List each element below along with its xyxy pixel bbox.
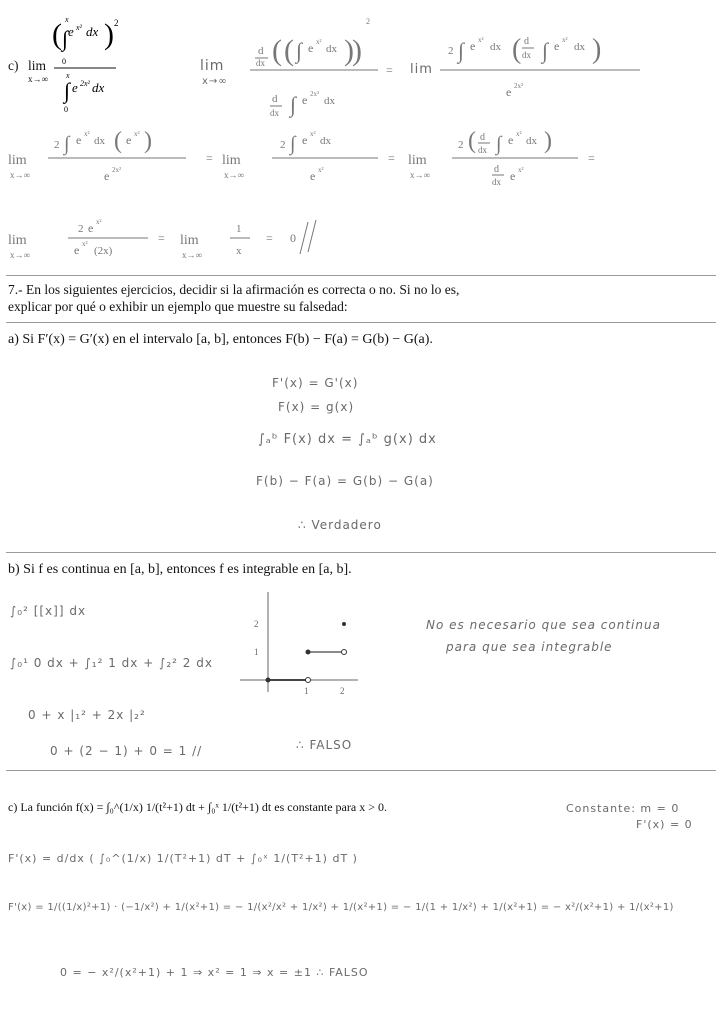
svg-text:2: 2 bbox=[280, 139, 286, 151]
printed-limit-expression bbox=[28, 8, 128, 116]
svg-text:x²: x² bbox=[516, 130, 522, 138]
svg-text:dx: dx bbox=[92, 80, 105, 95]
svg-text:e: e bbox=[76, 133, 82, 147]
svg-text:x→∞: x→∞ bbox=[10, 250, 30, 260]
svg-text:∫: ∫ bbox=[290, 133, 296, 155]
hand-lim-2: lim bbox=[410, 62, 433, 77]
svg-text:x²: x² bbox=[134, 130, 140, 138]
svg-text:∫: ∫ bbox=[290, 92, 297, 117]
svg-text:e: e bbox=[88, 221, 94, 235]
part-a-line-3: ∫ₐᵇ F(x) dx = ∫ₐᵇ g(x) dx bbox=[258, 432, 437, 447]
svg-text:0: 0 bbox=[62, 57, 66, 66]
graph-x-tick-1: 1 bbox=[304, 686, 309, 696]
svg-text:): ) bbox=[544, 128, 552, 154]
part-c-side-note-2: F'(x) = 0 bbox=[636, 818, 693, 831]
graph-x-tick-2: 2 bbox=[340, 686, 345, 696]
lim-subscript: x→∞ bbox=[28, 74, 48, 84]
printed-fraction-drawing bbox=[28, 8, 128, 116]
part-a-line-2: F(x) = g(x) bbox=[278, 400, 355, 414]
svg-text:=: = bbox=[206, 151, 213, 165]
svg-text:2: 2 bbox=[366, 17, 370, 26]
part-c-line-1: F'(x) = d/dx ( ∫₀^(1/x) 1/(T²+1) dT + ∫₀ˣ 1/(T²+1) dT ) bbox=[8, 852, 358, 865]
svg-text:e: e bbox=[68, 24, 74, 39]
svg-text:∫: ∫ bbox=[64, 78, 71, 103]
svg-text:e: e bbox=[72, 80, 78, 95]
svg-text:x²: x² bbox=[84, 130, 90, 138]
section-divider bbox=[6, 322, 716, 323]
part-a-statement: a) Si F′(x) = G′(x) en el intervalo [a, b], entonces F(b) − F(a) = G(b) − G(a). bbox=[8, 332, 433, 347]
svg-text:x→∞: x→∞ bbox=[10, 170, 30, 180]
svg-text:dx: dx bbox=[490, 41, 501, 53]
graph-open-1 bbox=[342, 650, 347, 655]
exercise7-intro-line2: explicar por qué o exhibir un ejemplo que muestre su falsedad: bbox=[8, 299, 348, 314]
svg-text:∫: ∫ bbox=[296, 38, 303, 63]
svg-text:dx: dx bbox=[270, 108, 279, 118]
svg-text:dx: dx bbox=[492, 177, 501, 187]
hand-lim: lim bbox=[200, 58, 225, 74]
svg-text:e: e bbox=[554, 39, 560, 53]
svg-text:dx: dx bbox=[326, 43, 337, 55]
part-c-side-note-1: Constante: m = 0 bbox=[566, 802, 680, 815]
graph-point-1 bbox=[306, 650, 311, 655]
exercise7-intro-line1: 7.- En los siguientes ejercicios, decidir si la afirmación es correcta o no. Si no lo es, bbox=[8, 282, 460, 297]
svg-text:∫: ∫ bbox=[496, 133, 502, 155]
svg-text:e: e bbox=[470, 39, 476, 53]
graph-open-0 bbox=[306, 678, 311, 683]
part-c-const-statement: c) La función f(x) = ∫₀^(1/x) 1/(t²+1) dt + ∫₀ˣ 1/(t²+1) dt es constante para x > 0. bbox=[8, 800, 387, 814]
svg-text:x²: x² bbox=[310, 130, 316, 138]
svg-text:): ) bbox=[592, 34, 602, 65]
lim-word: lim bbox=[28, 58, 47, 73]
svg-text:dx: dx bbox=[526, 135, 537, 147]
svg-text:dx: dx bbox=[478, 145, 487, 155]
svg-text:dx: dx bbox=[320, 135, 331, 147]
svg-text:dx: dx bbox=[94, 135, 105, 147]
svg-text:e: e bbox=[508, 133, 514, 147]
svg-text:): ) bbox=[344, 34, 354, 67]
svg-text:x: x bbox=[65, 15, 69, 24]
item-label-c: c) bbox=[8, 58, 19, 73]
svg-text:0: 0 bbox=[290, 231, 296, 245]
svg-text:d: d bbox=[258, 45, 264, 57]
part-b-statement: b) Si f es continua en [a, b], entonces f es integrable en [a, b]. bbox=[8, 562, 352, 577]
svg-text:x²: x² bbox=[82, 240, 88, 248]
svg-text:2: 2 bbox=[54, 139, 60, 151]
svg-text:lim: lim bbox=[222, 153, 241, 168]
svg-text:x→∞: x→∞ bbox=[182, 250, 202, 260]
part-b-line-3: 0 + x |₁² + 2x |₂² bbox=[28, 708, 146, 722]
svg-text:2: 2 bbox=[448, 45, 454, 57]
svg-text:e: e bbox=[308, 41, 314, 55]
section-divider bbox=[6, 770, 716, 771]
svg-text:x: x bbox=[236, 245, 242, 257]
svg-text:x²: x² bbox=[96, 218, 102, 226]
svg-text:e: e bbox=[506, 85, 512, 99]
graph-y-tick-1: 1 bbox=[254, 647, 259, 657]
svg-text:=: = bbox=[266, 231, 273, 245]
part-a-conclusion: ∴ Verdadero bbox=[298, 518, 382, 532]
svg-text:dx: dx bbox=[324, 95, 335, 107]
svg-text:x²: x² bbox=[76, 23, 82, 32]
svg-text:(2x): (2x) bbox=[94, 245, 113, 257]
svg-text:∫: ∫ bbox=[542, 38, 549, 63]
svg-text:lim: lim bbox=[8, 153, 27, 168]
svg-text:2x²: 2x² bbox=[310, 90, 320, 98]
svg-text:x²: x² bbox=[318, 166, 324, 174]
part-a-line-4: F(b) − F(a) = G(b) − G(a) bbox=[256, 474, 434, 488]
svg-text:x→∞: x→∞ bbox=[410, 170, 430, 180]
svg-text:): ) bbox=[104, 18, 114, 51]
svg-text:∫: ∫ bbox=[458, 38, 465, 63]
svg-text:): ) bbox=[144, 128, 152, 154]
svg-text:(: ( bbox=[512, 34, 522, 65]
svg-text:d: d bbox=[494, 164, 499, 175]
part-b-line-1: ∫₀² [[x]] dx bbox=[10, 604, 87, 618]
svg-text:=: = bbox=[158, 231, 165, 245]
svg-text:d: d bbox=[272, 93, 278, 105]
svg-text:dx: dx bbox=[522, 50, 531, 60]
part-b-conclusion: ∴ FALSO bbox=[296, 738, 353, 752]
part-c-line-3: 0 = − x²/(x²+1) + 1 ⇒ x² = 1 ⇒ x = ±1 ∴ FALSO bbox=[60, 966, 369, 979]
svg-text:(: ( bbox=[52, 18, 62, 51]
graph-y-tick-2: 2 bbox=[254, 619, 259, 629]
svg-text:(: ( bbox=[272, 34, 282, 67]
part-b-note-line2: para que sea integrable bbox=[446, 640, 613, 654]
svg-text:x²: x² bbox=[562, 36, 568, 44]
svg-text:2x²: 2x² bbox=[112, 166, 122, 174]
svg-text:): ) bbox=[352, 34, 362, 67]
svg-text:d: d bbox=[524, 36, 529, 47]
svg-text:dx: dx bbox=[86, 24, 99, 39]
section-divider bbox=[6, 552, 716, 553]
hand-lim-sub: x→∞ bbox=[202, 76, 228, 87]
svg-text:2: 2 bbox=[458, 139, 464, 151]
svg-text:∫: ∫ bbox=[64, 133, 70, 155]
section-divider bbox=[6, 275, 716, 276]
svg-text:x²: x² bbox=[518, 166, 524, 174]
svg-text:(: ( bbox=[114, 128, 122, 154]
svg-text:=: = bbox=[588, 151, 595, 165]
svg-text:lim: lim bbox=[408, 153, 427, 168]
graph-point-2 bbox=[342, 622, 346, 626]
svg-text:e: e bbox=[126, 133, 132, 147]
svg-text:=: = bbox=[386, 63, 393, 77]
graph-point-0 bbox=[266, 678, 271, 683]
part-b-line-4: 0 + (2 − 1) + 0 = 1 // bbox=[50, 744, 203, 758]
svg-text:dx: dx bbox=[256, 58, 265, 68]
part-b-note-line1: No es necesario que sea continua bbox=[426, 618, 661, 632]
svg-text:e: e bbox=[310, 169, 316, 183]
svg-text:e: e bbox=[104, 169, 110, 183]
hand-step-2 bbox=[8, 128, 648, 198]
svg-text:2x²: 2x² bbox=[80, 79, 90, 88]
part-a-line-1: F'(x) = G'(x) bbox=[272, 376, 359, 390]
hand-step-3 bbox=[8, 210, 408, 270]
svg-text:x→∞: x→∞ bbox=[224, 170, 244, 180]
svg-text:0: 0 bbox=[64, 105, 68, 114]
svg-text:x²: x² bbox=[478, 36, 484, 44]
svg-text:2: 2 bbox=[78, 223, 84, 235]
part-b-line-2: ∫₀¹ 0 dx + ∫₁² 1 dx + ∫₂² 2 dx bbox=[10, 656, 213, 670]
svg-text:x²: x² bbox=[316, 38, 322, 46]
svg-text:e: e bbox=[74, 243, 80, 257]
svg-text:2x²: 2x² bbox=[514, 82, 524, 90]
svg-text:1: 1 bbox=[236, 223, 242, 235]
svg-text:e: e bbox=[510, 169, 516, 183]
svg-text:d: d bbox=[480, 132, 485, 143]
hand-step2-drawing bbox=[8, 128, 648, 198]
svg-text:=: = bbox=[388, 151, 395, 165]
floor-function-graph bbox=[240, 592, 360, 712]
svg-text:2: 2 bbox=[114, 18, 119, 28]
svg-text:(: ( bbox=[468, 128, 476, 154]
svg-text:e: e bbox=[302, 133, 308, 147]
hand-step3-drawing bbox=[8, 210, 408, 270]
svg-text:dx: dx bbox=[574, 41, 585, 53]
svg-text:∫: ∫ bbox=[62, 26, 69, 51]
svg-text:x: x bbox=[66, 71, 70, 80]
part-c-line-2: F'(x) = 1/((1/x)²+1) · (−1/x²) + 1/(x²+1) = − 1/(x²/x² + 1/x²) + 1/(x²+1) = − 1/(1 + 1/x²) + 1/(x²+1) = − x²/(x²+1) + 1/(x²+1) bbox=[8, 902, 674, 913]
svg-text:lim: lim bbox=[8, 233, 27, 248]
svg-text:lim: lim bbox=[180, 233, 199, 248]
svg-text:e: e bbox=[302, 93, 308, 107]
hand-step-1 bbox=[200, 18, 640, 128]
svg-text:(: ( bbox=[284, 34, 294, 67]
